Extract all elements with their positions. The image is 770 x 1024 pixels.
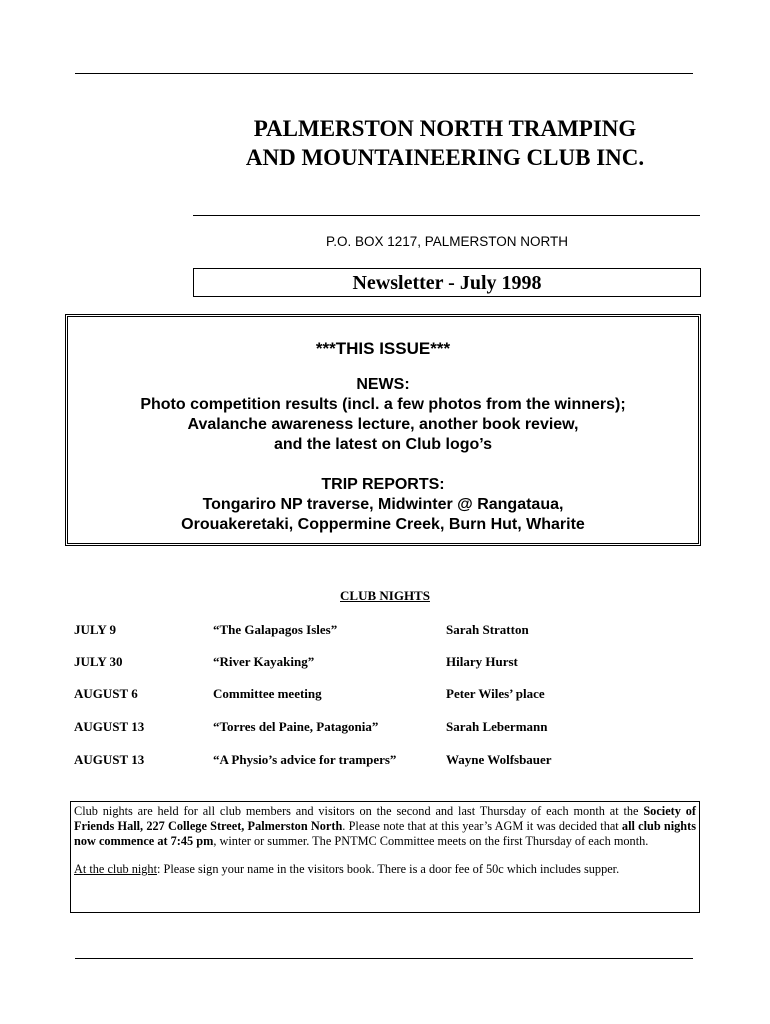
club-night-presenter: Hilary Hurst [446,654,518,669]
postal-address: P.O. BOX 1217, PALMERSTON NORTH [325,234,569,249]
club-title-line2: AND MOUNTAINEERING CLUB INC. [245,145,645,170]
club-night-date: JULY 9 [74,622,117,637]
info-text: : Please sign your name in the visitors book. There is a door fee of 50c which includes supper. [157,862,620,876]
club-night-date: AUGUST 13 [74,719,145,734]
this-issue-heading: ***THIS ISSUE*** [315,339,451,358]
club-night-row [74,719,714,737]
info-text: , winter or summer. The PNTMC Committee meets on the first Thursday of each month. [213,834,649,848]
club-night-topic: “A Physio’s advice for trampers” [213,752,397,767]
club-title [190,114,700,172]
top-divider [75,73,693,74]
club-night-presenter: Sarah Stratton [446,622,529,637]
club-night-instructions-paragraph [74,862,696,877]
club-night-row [74,752,714,770]
club-night-row [74,686,714,704]
club-night-row [74,654,714,672]
club-night-topic: “Torres del Paine, Patagonia” [213,719,379,734]
club-night-topic: “The Galapagos Isles” [213,622,338,637]
club-night-presenter: Wayne Wolfsbauer [446,752,552,767]
news-line: Photo competition results (incl. a few photos from the winners); [140,396,626,413]
club-night-date: AUGUST 13 [74,752,145,767]
club-title-line1: PALMERSTON NORTH TRAMPING [253,116,637,141]
news-line: Avalanche awareness lecture, another book review, [187,416,579,433]
news-section [68,375,698,455]
club-nights-title: CLUB NIGHTS [340,588,430,603]
club-night-date: AUGUST 6 [74,686,138,701]
newsletter-issue: Newsletter - July 1998 [193,268,701,297]
info-text: Club nights are held for all club members and visitors on the second and last Thursday of each month at the [74,804,644,818]
info-text: . Please note that at this year’s AGM it was decided that [342,819,622,833]
club-night-topic: Committee meeting [213,686,322,701]
this-issue-box [65,314,701,546]
news-line: and the latest on Club logo’s [273,436,493,453]
trip-reports-section [68,475,698,535]
title-underline [193,215,700,216]
trip-reports-line: Tongariro NP traverse, Midwinter @ Rangataua, [202,496,564,513]
club-nights-info-paragraph [74,804,696,849]
club-nights-info-box [70,801,700,913]
trip-reports-line: Orouakeretaki, Coppermine Creek, Burn Hut, Wharite [181,516,585,533]
club-night-presenter: Peter Wiles’ place [446,686,545,701]
club-night-presenter: Sarah Lebermann [446,719,548,734]
club-night-date: JULY 30 [74,654,123,669]
bottom-divider [75,958,693,959]
club-night-row [74,622,714,640]
news-label: NEWS: [356,376,410,393]
venue-text: Society of Friends Hall, 227 College Street, Palmerston North [74,804,696,833]
club-night-topic: “River Kayaking” [213,654,315,669]
trip-reports-label: TRIP REPORTS: [321,476,445,493]
start-time-text: all club nights now commence at 7:45 pm [74,819,696,848]
at-club-night-label: At the club night [74,862,157,876]
